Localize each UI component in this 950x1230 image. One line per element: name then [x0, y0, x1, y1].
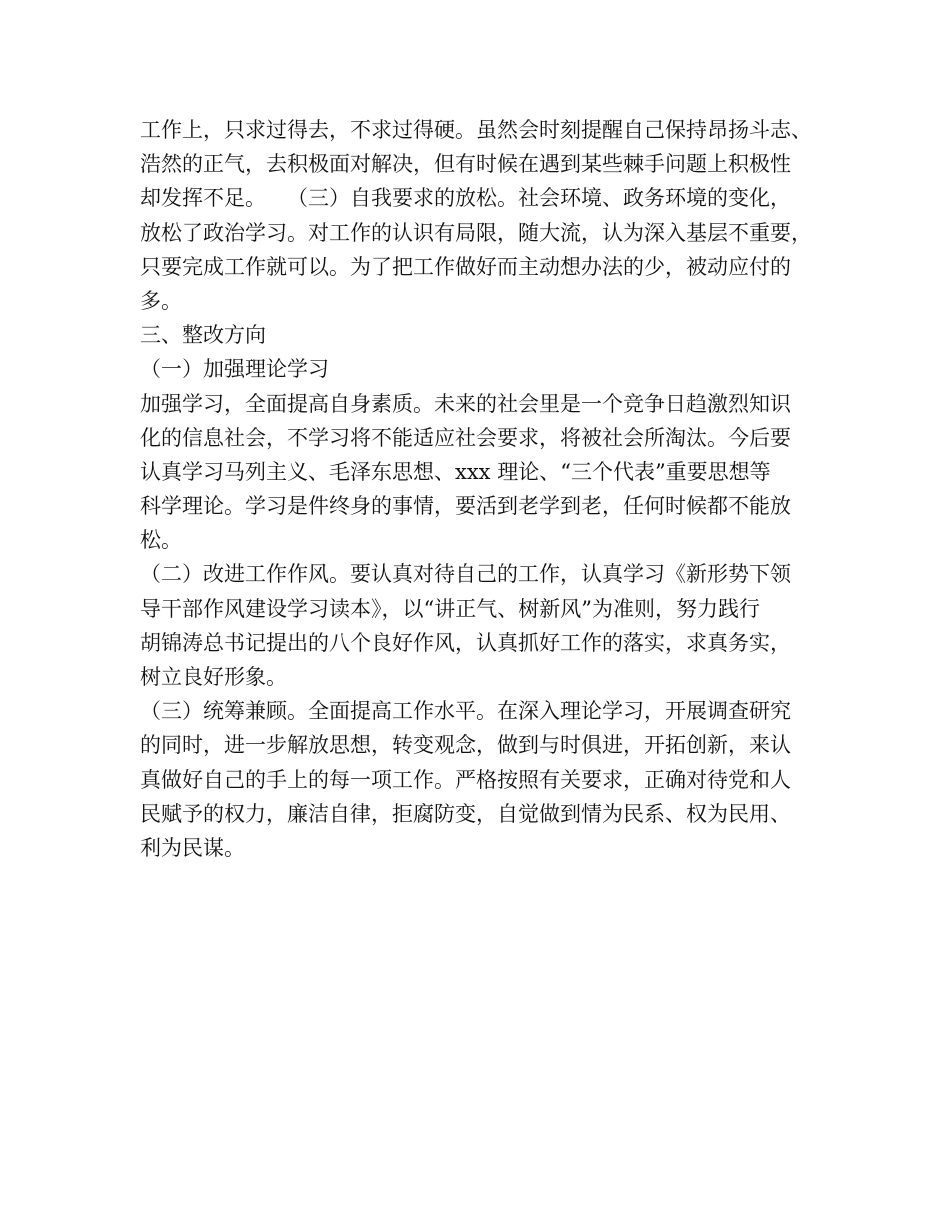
text-line: 浩然的正气，去积极面对解决，但有时候在遇到某些棘手问题上积极性	[140, 152, 791, 177]
text-line: 科学理论。学习是件终身的事情，要活到老学到老，任何时候都不能放	[140, 494, 791, 519]
text-line: 真做好自己的手上的每一项工作。严格按照有关要求，正确对待党和人	[140, 767, 791, 792]
document-body	[140, 113, 840, 865]
section-heading: 三、整改方向	[140, 323, 266, 348]
text-line: 利为民谋。	[140, 835, 245, 860]
text-line: 多。	[140, 288, 182, 313]
subsection-heading: （一）加强理论学习	[140, 357, 329, 382]
text-line: 工作上，只求过得去，不求过得硬。虽然会时刻提醒自己保持昂扬斗志、	[140, 118, 812, 142]
text-line: （三）统筹兼顾。全面提高工作水平。在深入理论学习，开展调查研究	[140, 699, 791, 724]
text-line: 认真学习马列主义、毛泽东思想、xxx 理论、“三个代表”重要思想等	[140, 459, 771, 484]
text-line: 化的信息社会，不学习将不能适应社会要求，将被社会所淘汰。今后要	[140, 425, 791, 450]
text-line: 胡锦涛总书记提出的八个良好作风，认真抓好工作的落实，求真务实，	[140, 630, 791, 655]
text-line: 只要完成工作就可以。为了把工作做好而主动想办法的少，被动应付的	[140, 254, 791, 279]
text-line: （二）改进工作作风。要认真对待自己的工作，认真学习《新形势下领	[140, 562, 791, 587]
text-line: 松。	[140, 528, 182, 553]
text-line: 导干部作风建设学习读本》，以“讲正气、树新风”为准则，努力践行	[140, 596, 760, 621]
text-line: 却发挥不足。 （三）自我要求的放松。社会环境、政务环境的变化，	[140, 186, 791, 211]
text-line: 民赋予的权力，廉洁自律，拒腐防变，自觉做到情为民系、权为民用、	[140, 801, 791, 826]
text-line: 的同时，进一步解放思想，转变观念，做到与时俱进，开拓创新，来认	[140, 733, 791, 758]
text-line: 树立良好形象。	[140, 665, 287, 689]
text-line: 放松了政治学习。对工作的认识有局限，随大流，认为深入基层不重要，	[140, 220, 812, 245]
text-line: 加强学习，全面提高自身素质。未来的社会里是一个竞争日趋激烈知识	[140, 391, 791, 416]
